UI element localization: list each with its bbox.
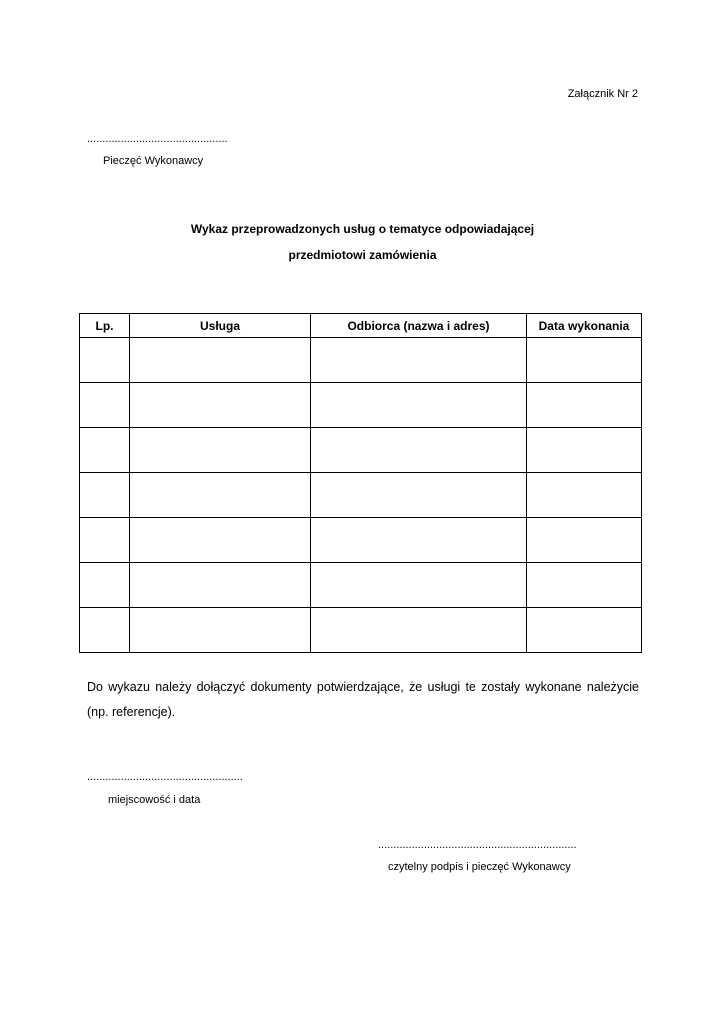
- table-cell[interactable]: [527, 563, 642, 608]
- table-cell[interactable]: [130, 563, 311, 608]
- services-table: [79, 313, 642, 653]
- table-row: [80, 608, 642, 653]
- document-title-line-1: Wykaz przeprowadzonych usług o tematyce odpowiadającej: [190, 222, 535, 236]
- table-header-row: [80, 314, 642, 338]
- table-cell[interactable]: [80, 563, 130, 608]
- table-cell[interactable]: [80, 338, 130, 383]
- table-cell[interactable]: [130, 473, 311, 518]
- column-header-date: Data wykonania: [527, 314, 642, 338]
- attachment-note: Do wykazu należy dołączyć dokumenty potwierdzające, że usługi te zostały wykonane należycie (np. referencje).: [87, 680, 639, 719]
- table-row: [80, 428, 642, 473]
- table-row: [80, 473, 642, 518]
- table-cell[interactable]: [80, 608, 130, 653]
- signature-dotted-line: .................................................................: [378, 839, 577, 851]
- table-cell[interactable]: [527, 428, 642, 473]
- table-row: [80, 338, 642, 383]
- table-cell[interactable]: [527, 383, 642, 428]
- signature-label: czytelny podpis i pieczęć Wykonawcy: [388, 861, 571, 873]
- table-cell[interactable]: [80, 383, 130, 428]
- column-header-lp: Lp.: [80, 314, 130, 338]
- table-cell[interactable]: [311, 338, 527, 383]
- table-row: [80, 518, 642, 563]
- table-cell[interactable]: [130, 518, 311, 563]
- table-cell[interactable]: [527, 608, 642, 653]
- table-cell[interactable]: [130, 383, 311, 428]
- table-row: [80, 563, 642, 608]
- table-cell[interactable]: [80, 473, 130, 518]
- column-header-service: Usługa: [130, 314, 311, 338]
- stamp-label: Pieczęć Wykonawcy: [103, 155, 204, 167]
- table-cell[interactable]: [311, 473, 527, 518]
- column-header-recipient: Odbiorca (nazwa i adres): [311, 314, 527, 338]
- table-cell[interactable]: [311, 608, 527, 653]
- table-cell[interactable]: [311, 428, 527, 473]
- table-cell[interactable]: [80, 518, 130, 563]
- place-date-dotted-line: ...................................................: [87, 771, 243, 783]
- table-cell[interactable]: [130, 608, 311, 653]
- document-title-line-2: przedmiotowi zamówienia: [288, 248, 437, 262]
- table-cell[interactable]: [527, 473, 642, 518]
- annex-label: Załącznik Nr 2: [567, 88, 638, 100]
- table-cell[interactable]: [527, 338, 642, 383]
- stamp-dotted-line: ..............................................: [87, 133, 228, 145]
- table-cell[interactable]: [527, 518, 642, 563]
- table-row: [80, 383, 642, 428]
- table-cell[interactable]: [311, 518, 527, 563]
- place-date-label: miejscowość i data: [108, 794, 201, 806]
- table-cell[interactable]: [311, 383, 527, 428]
- table-cell[interactable]: [80, 428, 130, 473]
- table-cell[interactable]: [130, 338, 311, 383]
- table-cell[interactable]: [311, 563, 527, 608]
- table-cell[interactable]: [130, 428, 311, 473]
